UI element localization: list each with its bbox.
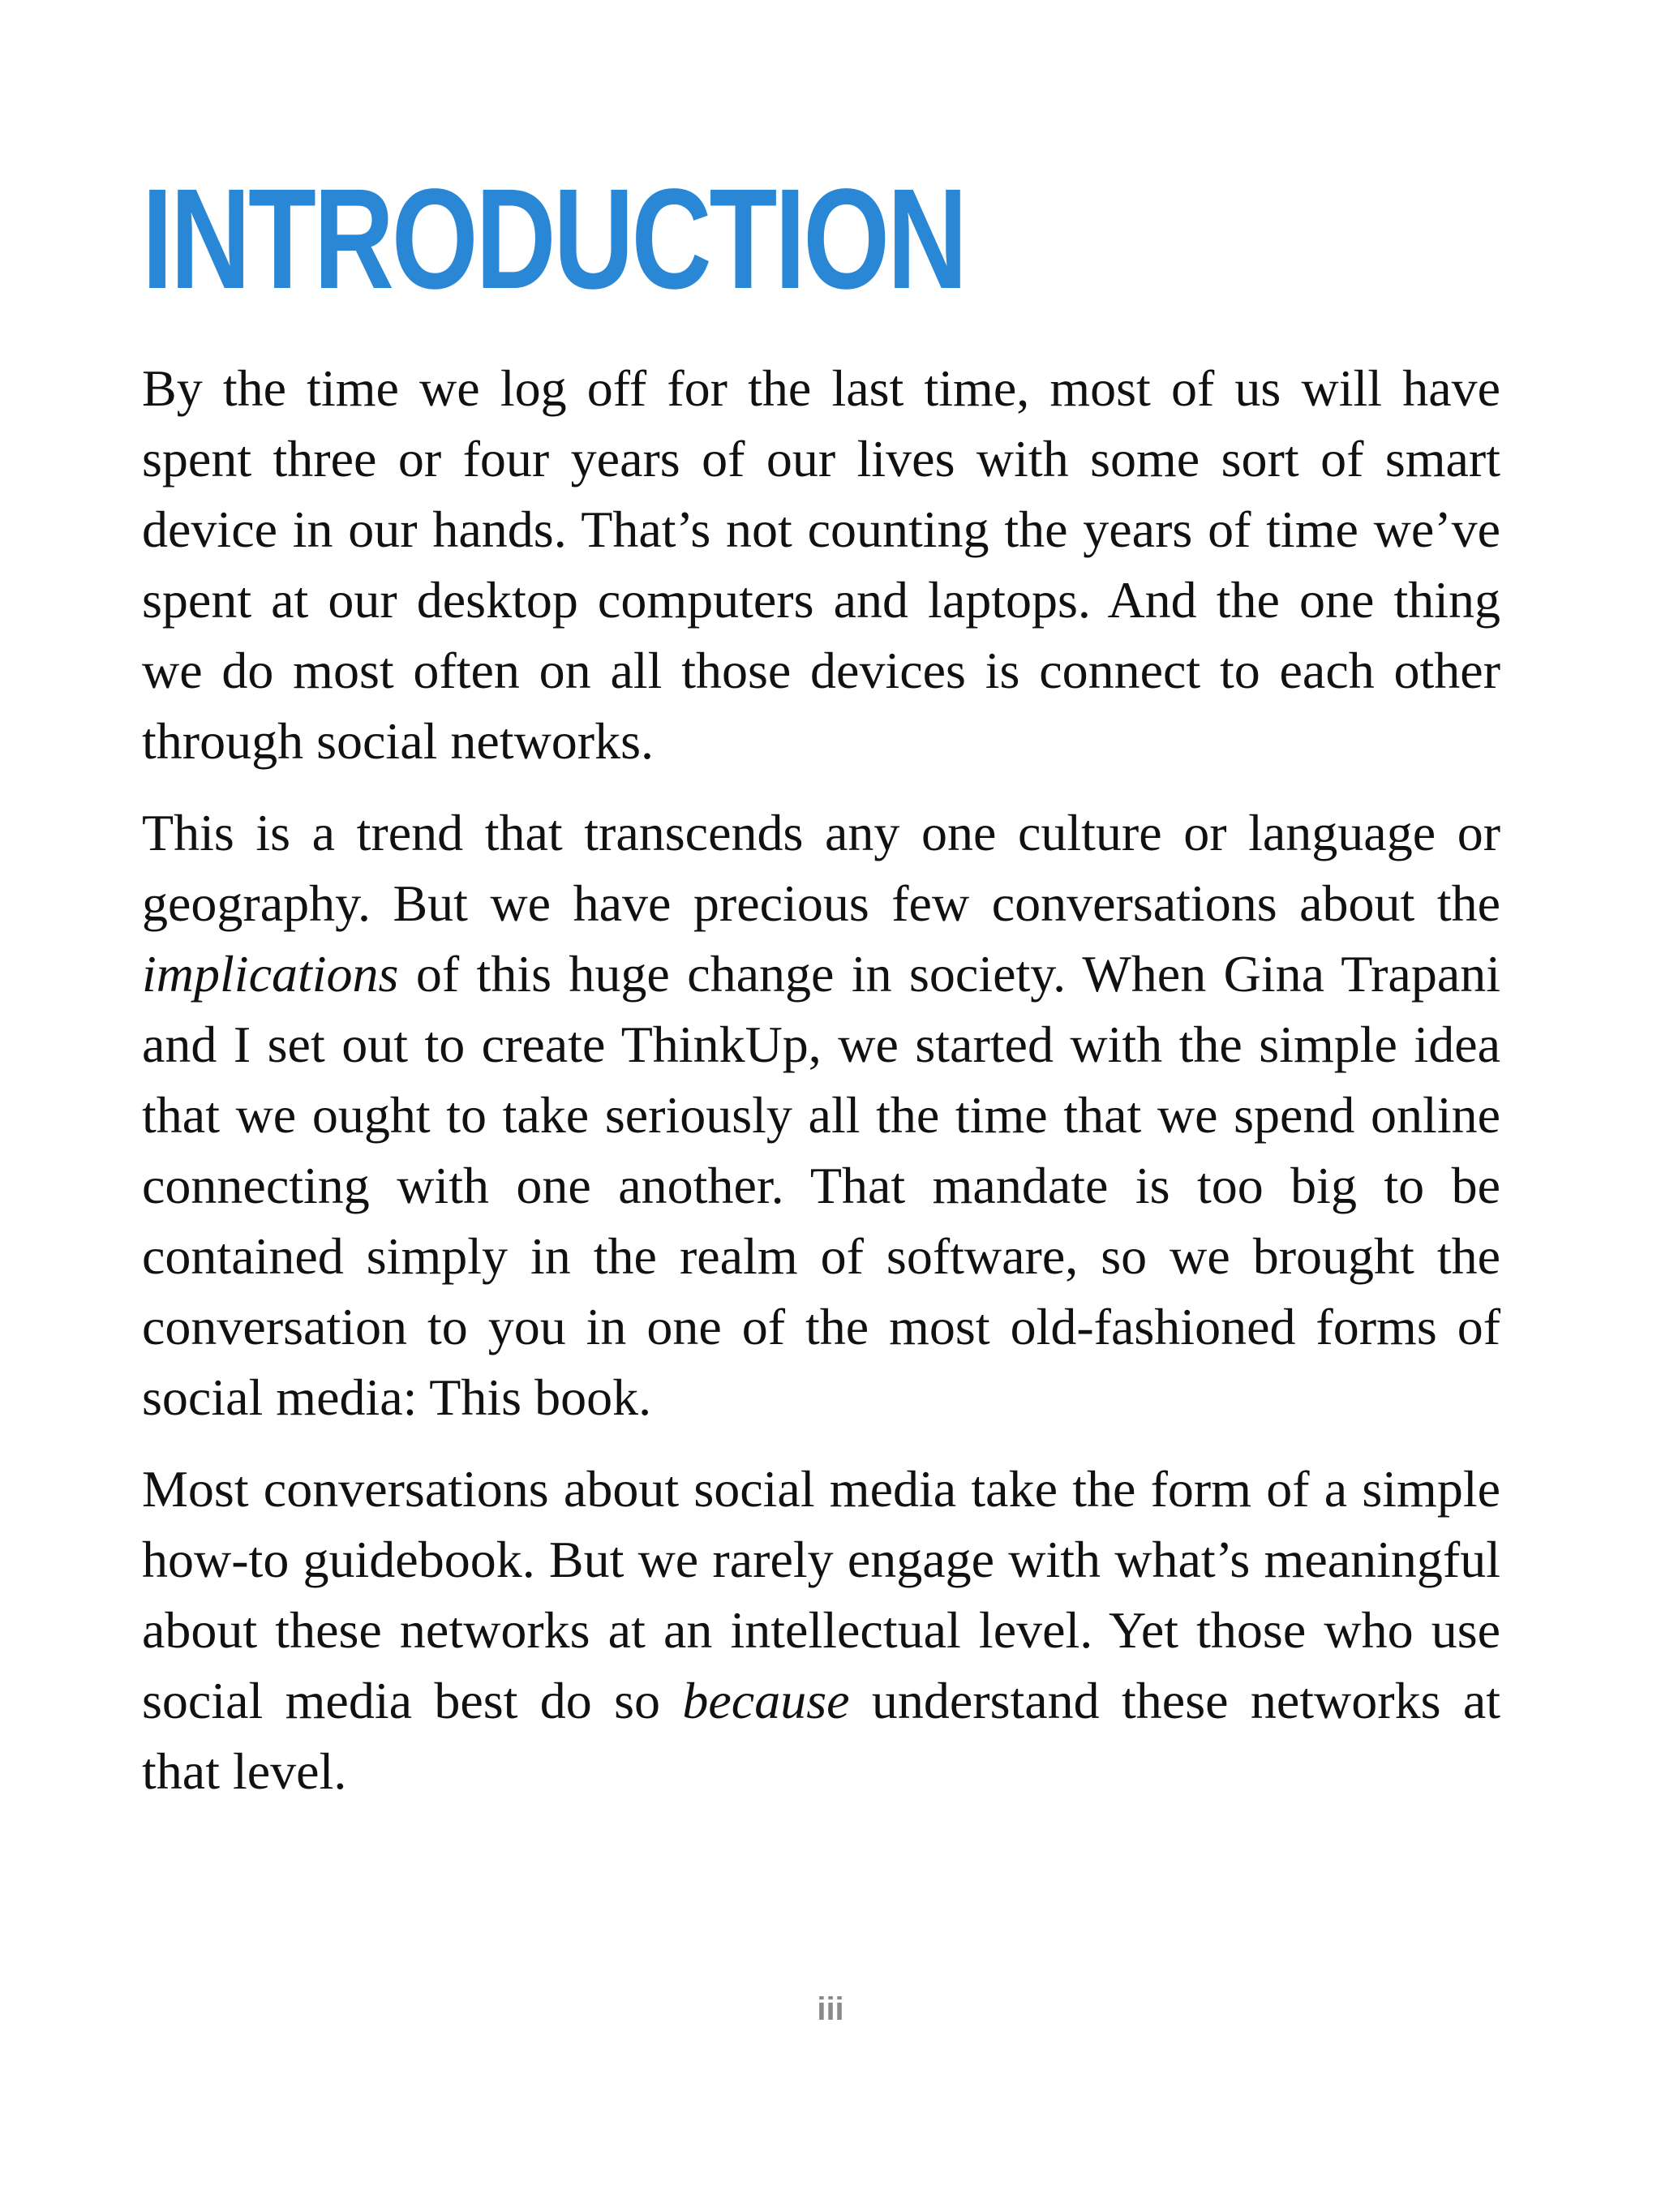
paragraph-3 xyxy=(142,1454,1500,1806)
paragraph-1-text: By the time we log off for the last time, most of us will have spent three or four years of our lives with some sort of smart device in our hands. That’s not counting the years of time we’ve spent at our desktop computers and laptops. And the one thing we do most often on all those devices is connect to each other through social networks. xyxy=(142,359,1500,770)
chapter-heading: INTRODUCTION xyxy=(142,160,965,319)
paragraph-2 xyxy=(142,797,1500,1432)
paragraph-2-text-start: This is a trend that transcends any one culture or language or geography. But we have precious few conversations about the xyxy=(142,804,1500,932)
paragraph-1 xyxy=(142,353,1500,776)
paragraph-3-text-end: understand these networks at that level. xyxy=(142,1672,1500,1800)
page-content xyxy=(142,160,1500,1828)
paragraph-2-text-end: of this huge change in society. When Gina Trapani and I set out to create ThinkUp, we started with the simple idea that we ought to take seriously all the time that we spend online connecting with one another. That mandate is too big to be contained simply in the realm of software, so we brought the conversation to you in one of the most old-fashioned forms of social media: This book. xyxy=(142,945,1500,1426)
emphasis-implications: implications xyxy=(142,945,399,1003)
paragraph-3-text-start: Most conversations about social media take the form of a simple how-to guidebook. But we rarely engage with what’s meaningful about these networks at an intellectual level. Yet those who use social media best do so xyxy=(142,1460,1500,1729)
page-number: iii xyxy=(817,1991,844,2027)
emphasis-because: because xyxy=(682,1672,850,1729)
